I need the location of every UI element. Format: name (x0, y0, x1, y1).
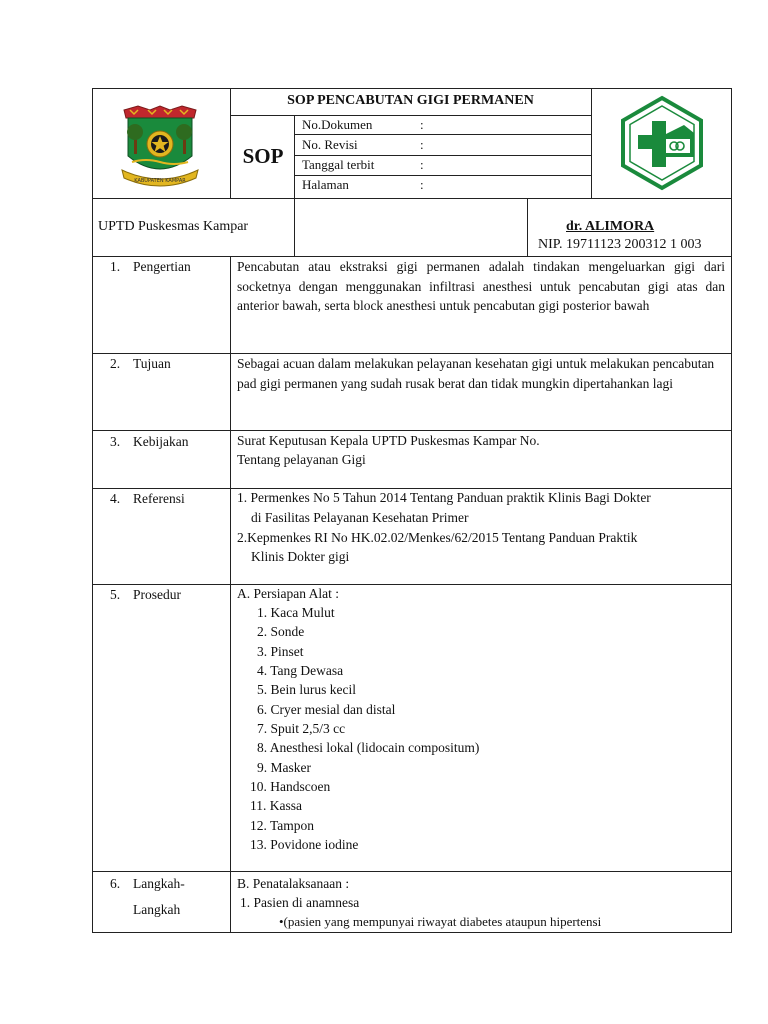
sop-label: SOP (242, 144, 284, 168)
pengertian-text: Pencabutan atau ekstraksi gigi permanen adalah tindakan mengeluarkan gigi dari socketnya dengan menggunakan infiltrasi anesthesi untuk pencabutan gigi atas dan anterior bawah, serta block anesthesi untuk pencabutan gigi posterior bawah (237, 259, 725, 313)
field-no-revisi-sep: : (420, 137, 424, 152)
divider (591, 88, 592, 198)
langkah-bullet-1: •(pasien yang mempunyai riwayat diabetes ataupun hipertensi (279, 914, 602, 929)
kebijakan-line-2: Tentang pelayanan Gigi (237, 452, 366, 467)
row-number: 2. (110, 356, 121, 371)
table-border-bottom (92, 932, 732, 933)
langkah-heading: B. Penatalaksanaan : (237, 876, 350, 891)
field-halaman-label: Halaman (302, 177, 349, 192)
divider (92, 871, 732, 872)
puskesmas-emblem-icon (614, 95, 710, 191)
kampar-regency-logo (118, 104, 202, 190)
divider (294, 115, 295, 198)
divider (294, 134, 591, 135)
row-label-pengertian: Pengertian (133, 259, 191, 274)
signer-name: dr. ALIMORA (566, 219, 655, 234)
divider (92, 430, 732, 431)
table-border-right (731, 88, 732, 933)
svg-text:KABUPATEN KAMPAR: KABUPATEN KAMPAR (134, 178, 186, 184)
table-border-left (92, 88, 93, 933)
row-label-prosedur: Prosedur (133, 587, 181, 602)
referensi-2-line-2: Klinis Dokter gigi (251, 549, 350, 564)
row-number: 5. (110, 587, 121, 602)
field-halaman-sep: : (420, 177, 424, 192)
list-item: 4. Tang Dewasa (257, 663, 344, 678)
referensi-1-line-2: di Fasilitas Pelayanan Kesehatan Primer (251, 510, 469, 525)
langkah-step-1: 1. Pasien di anamnesa (240, 895, 360, 910)
row-number: 3. (110, 434, 121, 449)
row-label-langkah-2: Langkah (133, 902, 181, 917)
field-no-revisi-label: No. Revisi (302, 137, 358, 152)
divider (92, 584, 732, 585)
row-label-tujuan: Tujuan (133, 356, 171, 371)
list-item: 11. Kassa (250, 798, 302, 813)
divider (294, 198, 295, 256)
list-item: 7. Spuit 2,5/3 cc (257, 721, 346, 736)
row-number: 4. (110, 491, 121, 506)
referensi-1-line-1: 1. Permenkes No 5 Tahun 2014 Tentang Panduan praktik Klinis Bagi Dokter (237, 490, 651, 505)
divider (92, 488, 732, 489)
row-number: 6. (110, 876, 121, 891)
list-item: 3. Pinset (257, 644, 304, 659)
tujuan-text: Sebagai acuan dalam melakukan pelayanan kesehatan gigi untuk melakukan pencabutan pad gigi permanen yang sudah rusak berat dan tidak mungkin dipertahankan lagi (237, 356, 715, 391)
kebijakan-line-1: Surat Keputusan Kepala UPTD Puskesmas Kampar No. (237, 433, 540, 448)
puskesmas-logo (614, 95, 710, 191)
divider (294, 175, 591, 176)
list-item: 12. Tampon (250, 818, 315, 833)
row-label-referensi: Referensi (133, 491, 185, 506)
row-number: 1. (110, 259, 121, 274)
divider (230, 115, 591, 116)
divider (230, 256, 231, 933)
referensi-2-line-1: 2.Kepmenkes RI No HK.02.02/Menkes/62/2015 Tentang Panduan Praktik (237, 530, 638, 545)
list-item: 9. Masker (257, 760, 311, 775)
divider (294, 155, 591, 156)
field-no-dokumen-sep: : (420, 117, 424, 132)
list-item: 1. Kaca Mulut (257, 605, 335, 620)
divider (527, 198, 528, 256)
field-tanggal-terbit-sep: : (420, 157, 424, 172)
signer-nip: NIP. 19711123 200312 1 003 (538, 237, 702, 252)
divider (92, 198, 732, 199)
list-item: 13. Povidone iodine (250, 837, 359, 852)
list-item: 8. Anesthesi lokal (lidocain compositum) (257, 740, 480, 755)
field-tanggal-terbit-label: Tanggal terbit (302, 157, 375, 172)
list-item: 2. Sonde (257, 624, 305, 639)
list-item: 10. Handscoen (250, 779, 331, 794)
field-no-dokumen-label: No.Dokumen (302, 117, 373, 132)
list-item: 5. Bein lurus kecil (257, 682, 356, 697)
prosedur-heading: A. Persiapan Alat : (237, 586, 339, 601)
table-border-top (92, 88, 732, 89)
row-label-kebijakan: Kebijakan (133, 434, 189, 449)
institution-name: UPTD Puskesmas Kampar (98, 219, 249, 234)
list-item: 6. Cryer mesial dan distal (257, 702, 396, 717)
row-label-langkah-1: Langkah- (133, 876, 185, 891)
kampar-emblem-icon (118, 104, 202, 190)
document-title: SOP PENCABUTAN GIGI PERMANEN (287, 93, 534, 108)
